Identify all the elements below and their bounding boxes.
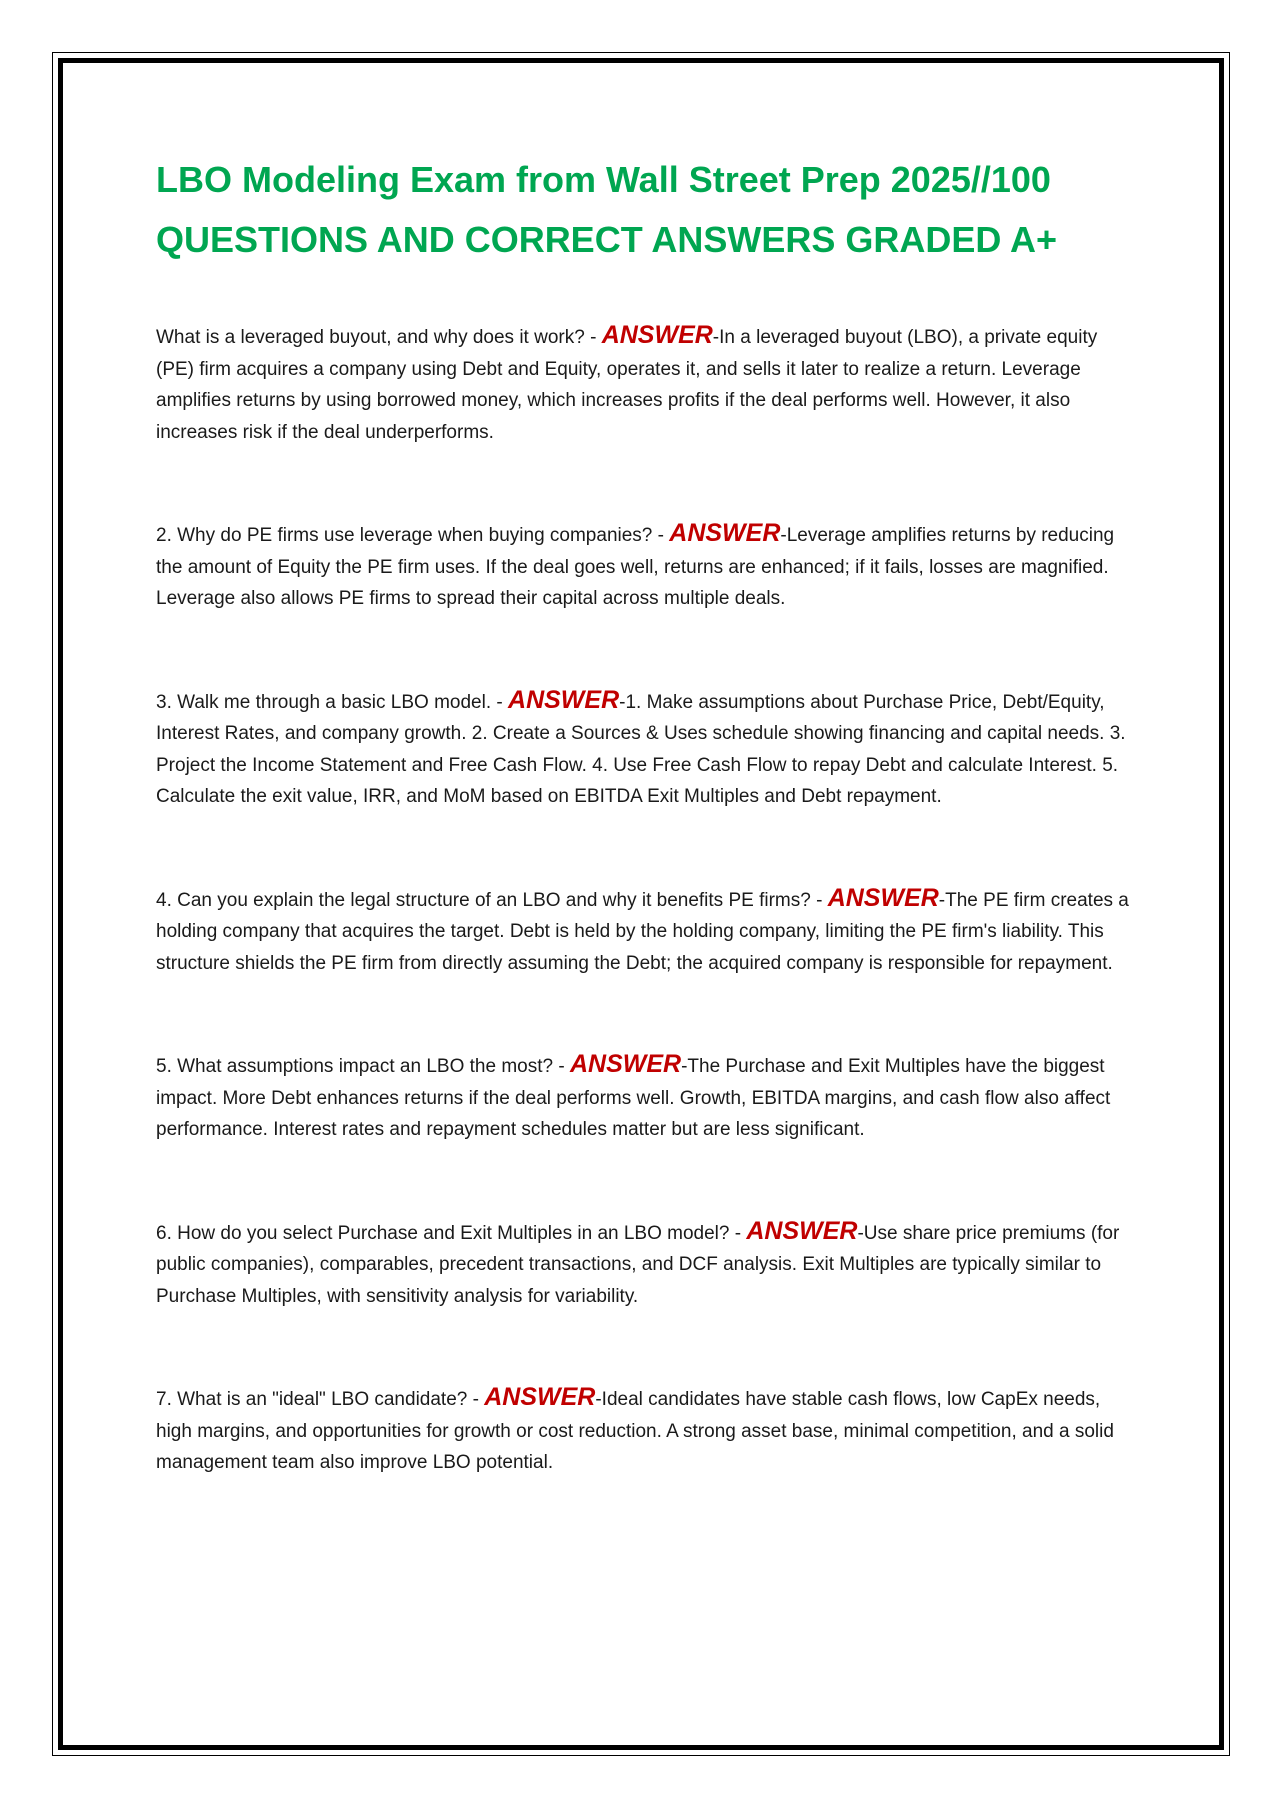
answer-text: -Use share price premiums (for public companies), comparables, precedent transactions, and DCF analysis. Exit Multiples are typically similar to Purchase Multiples, with sensitivity analysis for variability. [156, 1222, 1120, 1307]
answer-text: -The Purchase and Exit Multiples have the biggest impact. More Debt enhances returns if the deal performs well. Growth, EBITDA margins, and cash flow also affect performance. Interest rates and repayment schedules matter but are less significant. [156, 1056, 1111, 1140]
answer-text: -Ideal candidates have stable cash flows, low CapEx needs, high margins, and opportunities for growth or cost reduction. A strong asset base, minimal competition, and a solid management team also improve LBO potential. [156, 1389, 1114, 1473]
question-text: 5. What assumptions impact an LBO the most? - [156, 1056, 570, 1077]
document-body [156, 150, 1136, 1479]
answer-label: ANSWER [484, 1383, 596, 1411]
title-line-1: LBO Modeling Exam from Wall Street Prep 2025//100 [156, 159, 1051, 200]
qa-item-3 [156, 685, 1136, 813]
answer-text: -In a leveraged buyout (LBO), a private equity (PE) firm acquires a company using Debt and Equity, operates it, and sells it later to realize a return. Leverage amplifies returns by using borrowed money, which increases profits if the deal performs well. However, it also increases risk if the deal underperforms. [156, 327, 1098, 443]
qa-item-2 [156, 518, 1136, 615]
question-text: What is a leveraged buyout, and why does it work? - [156, 327, 602, 348]
document-title [156, 150, 1136, 270]
answer-label: ANSWER [569, 1050, 682, 1078]
question-text: 2. Why do PE firms use leverage when buying companies? - [156, 525, 670, 546]
answer-label: ANSWER [601, 321, 713, 349]
question-text: 3. Walk me through a basic LBO model. - [156, 691, 509, 713]
qa-item-6 [156, 1216, 1136, 1313]
question-text: 6. How do you select Purchase and Exit Multiples in an LBO model? - [156, 1222, 747, 1244]
qa-item-4 [156, 883, 1136, 980]
answer-text: -Leverage amplifies returns by reducing the amount of Equity the PE firm uses. If the deal goes well, returns are enhanced; if it fails, losses are magnified. Leverage also allows PE firms to spread their capital across multiple deals. [156, 525, 1115, 609]
question-text: 7. What is an "ideal" LBO candidate? - [156, 1389, 485, 1410]
answer-text: -1. Make assumptions about Purchase Price, Debt/Equity, Interest Rates, and company growth. 2. Create a Sources & Uses schedule showing financing and capital needs. 3. Project the Income Statement and Free Cash Flow. 4. Use Free Cash Flow to repay Debt and calculate Interest. 5. Calculate the exit value, IRR, and MoM based on EBITDA Exit Multiples and Debt repayment. [156, 691, 1126, 807]
answer-label: ANSWER [508, 685, 620, 714]
answer-label: ANSWER [746, 1216, 858, 1245]
question-text: 4. Can you explain the legal structure of an LBO and why it benefits PE firms? - [156, 889, 828, 911]
answer-text: -The PE firm creates a holding company that acquires the target. Debt is held by the holding company, limiting the PE firm's liability. This structure shields the PE firm from directly assuming the Debt; the acquired company is responsible for repayment. [156, 889, 1129, 974]
title-line-2: QUESTIONS AND CORRECT ANSWERS GRADED A+ [156, 219, 1058, 260]
answer-label: ANSWER [827, 883, 939, 912]
qa-item-5 [156, 1049, 1136, 1146]
qa-item-7 [156, 1382, 1136, 1479]
qa-item-1 [156, 320, 1136, 448]
answer-label: ANSWER [669, 519, 781, 547]
